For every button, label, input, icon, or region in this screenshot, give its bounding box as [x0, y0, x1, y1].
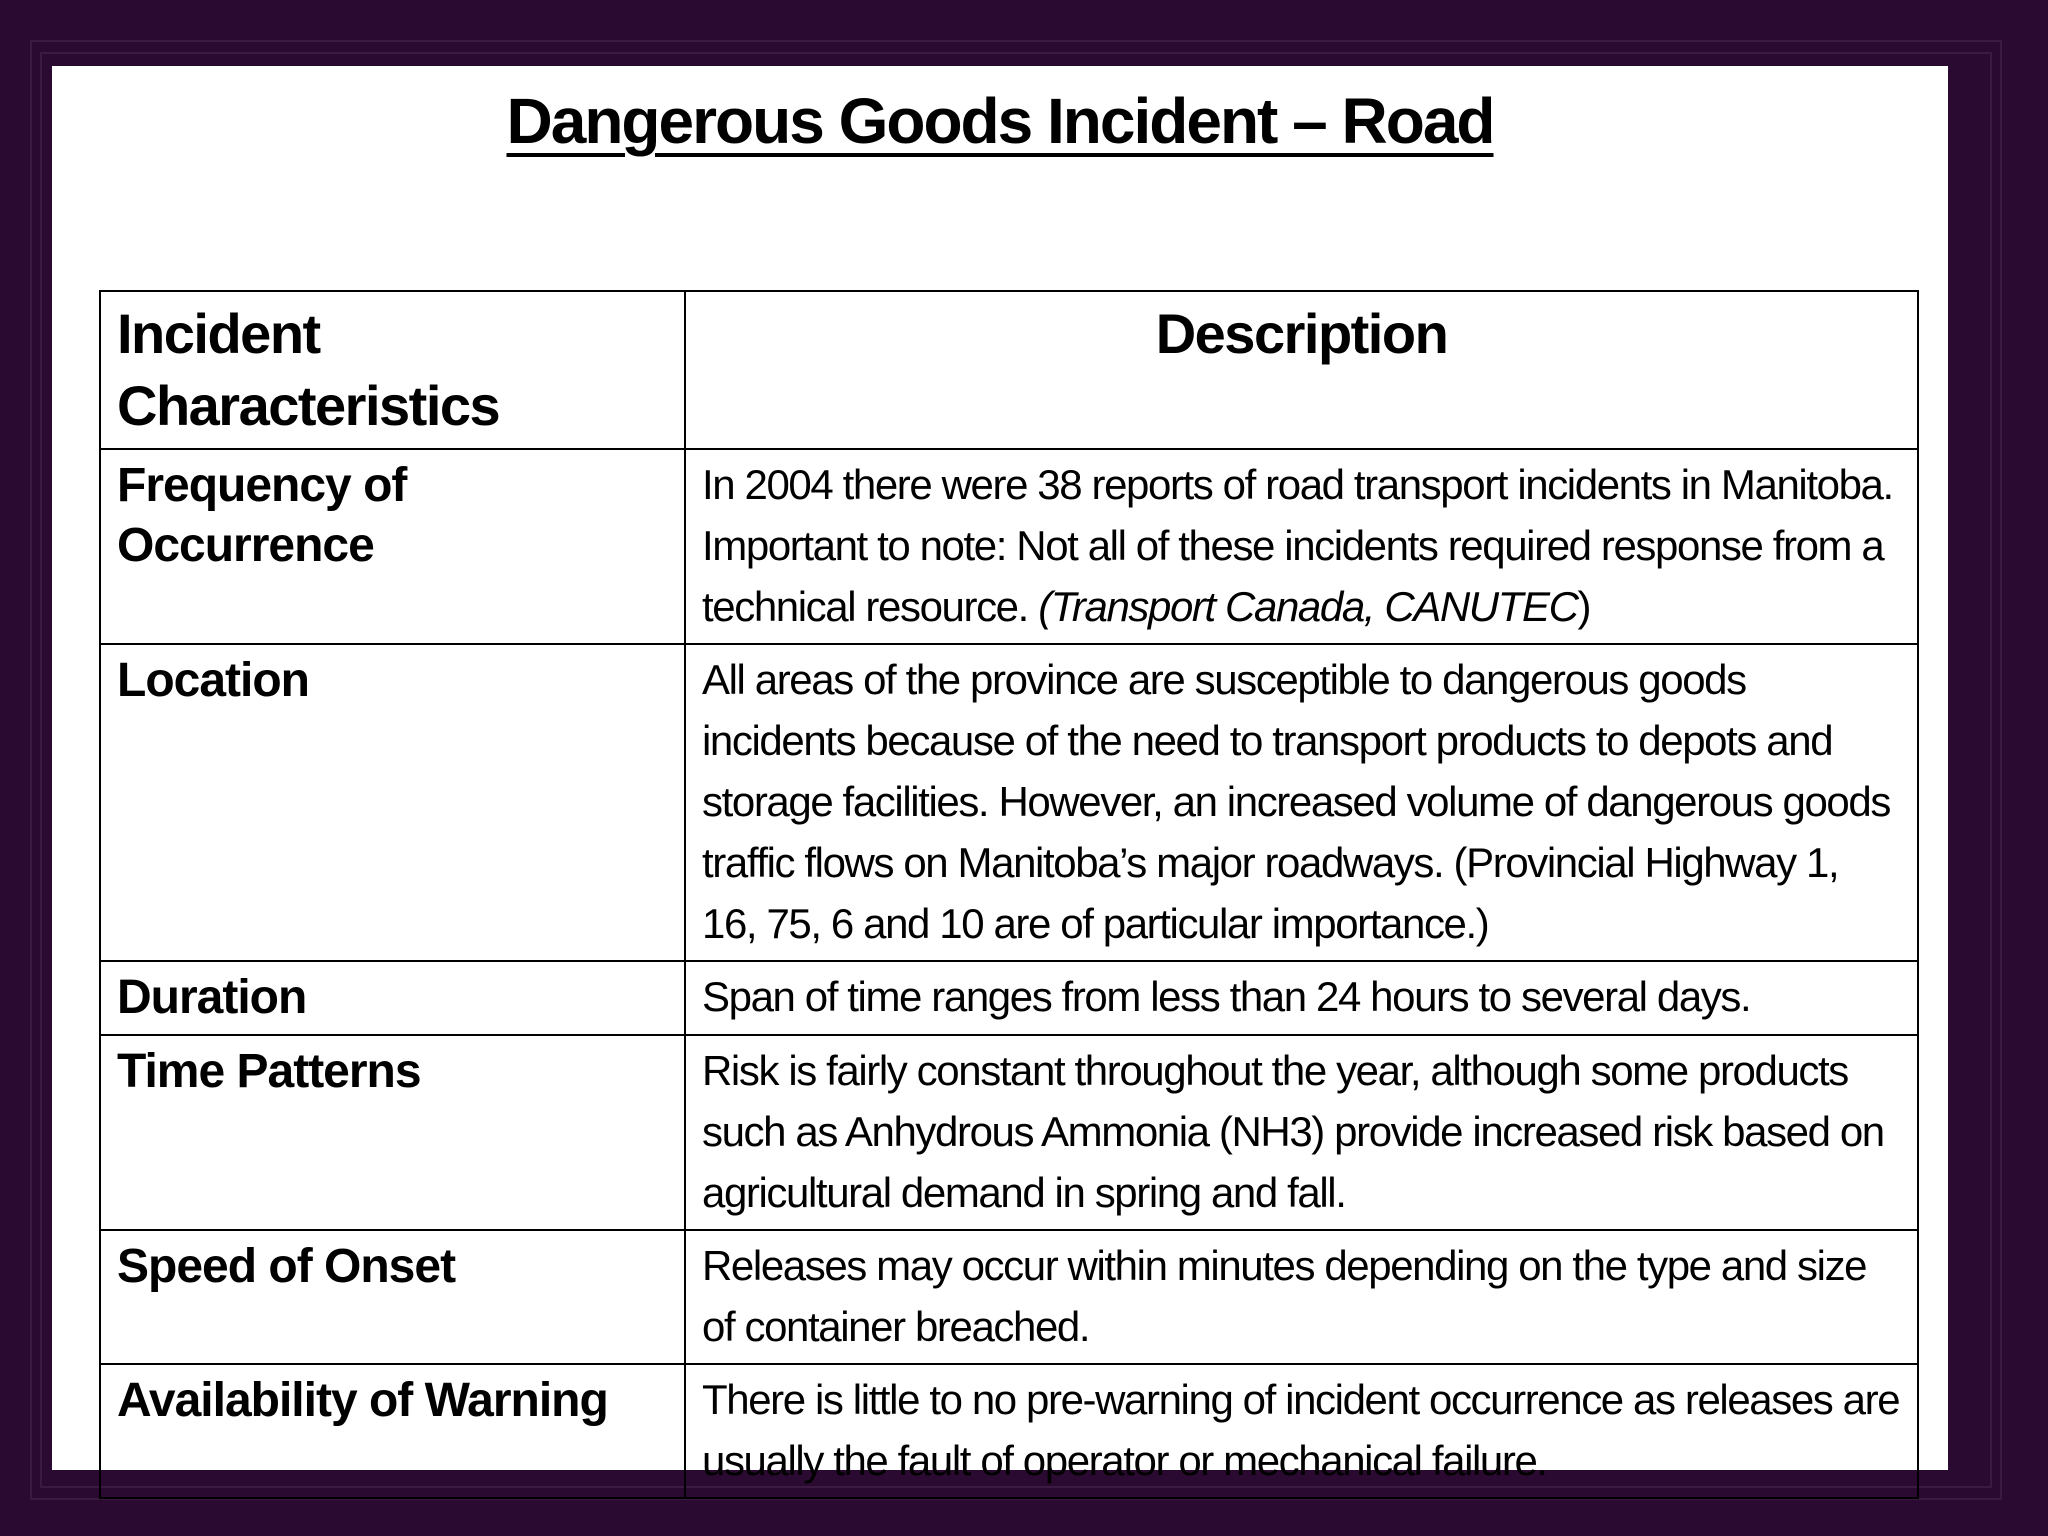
row-label-time-patterns: Time Patterns	[100, 1035, 685, 1230]
row-description-duration: Span of time ranges from less than 24 hours to several days.	[685, 961, 1918, 1035]
table-row-time-patterns	[100, 1035, 1918, 1230]
citation-close: )	[1577, 583, 1591, 630]
row-description-frequency	[685, 449, 1918, 644]
slide-page	[52, 66, 1948, 1484]
description-text: In 2004 there were 38 reports of road transport incidents in Manitoba. Important to note: Not all of these incidents required response from a technical resource.	[702, 461, 1893, 630]
table-row-location	[100, 644, 1918, 961]
row-label-duration: Duration	[100, 961, 685, 1035]
row-label-availability-of-warning: Availability of Warning	[100, 1364, 685, 1498]
table-row-duration	[100, 961, 1918, 1035]
header-description: Description	[685, 291, 1918, 449]
row-label-location: Location	[100, 644, 685, 961]
table-header-row	[100, 291, 1918, 449]
header-incident-characteristics: Incident Characteristics	[100, 291, 685, 449]
row-description-speed-of-onset: Releases may occur within minutes depending on the type and size of container breached.	[685, 1230, 1918, 1364]
row-label-speed-of-onset: Speed of Onset	[100, 1230, 685, 1364]
table-row-availability-of-warning	[100, 1364, 1918, 1498]
table-row-frequency	[100, 449, 1918, 644]
slide-title: Dangerous Goods Incident – Road	[506, 85, 1494, 157]
row-description-time-patterns: Risk is fairly constant throughout the year, although some products such as Anhydrous Ammonia (NH3) provide increased risk based on agricultural demand in spring and fall.	[685, 1035, 1918, 1230]
citation-text: (Transport Canada, CANUTEC	[1038, 583, 1578, 630]
row-label-frequency: Frequency of Occurrence	[100, 449, 685, 644]
table-row-speed-of-onset	[100, 1230, 1918, 1364]
row-description-location: All areas of the province are susceptible to dangerous goods incidents because of the need to transport products to depots and storage facilities. However, an increased volume of dangerous goods traffic flows on Manitoba’s major roadways. (Provincial Highway 1, 16, 75, 6 and 10 are of particular importance.)	[685, 644, 1918, 961]
row-description-availability-of-warning: There is little to no pre-warning of incident occurrence as releases are usually the fault of operator or mechanical failure.	[685, 1364, 1918, 1498]
incident-table	[99, 290, 1919, 1499]
